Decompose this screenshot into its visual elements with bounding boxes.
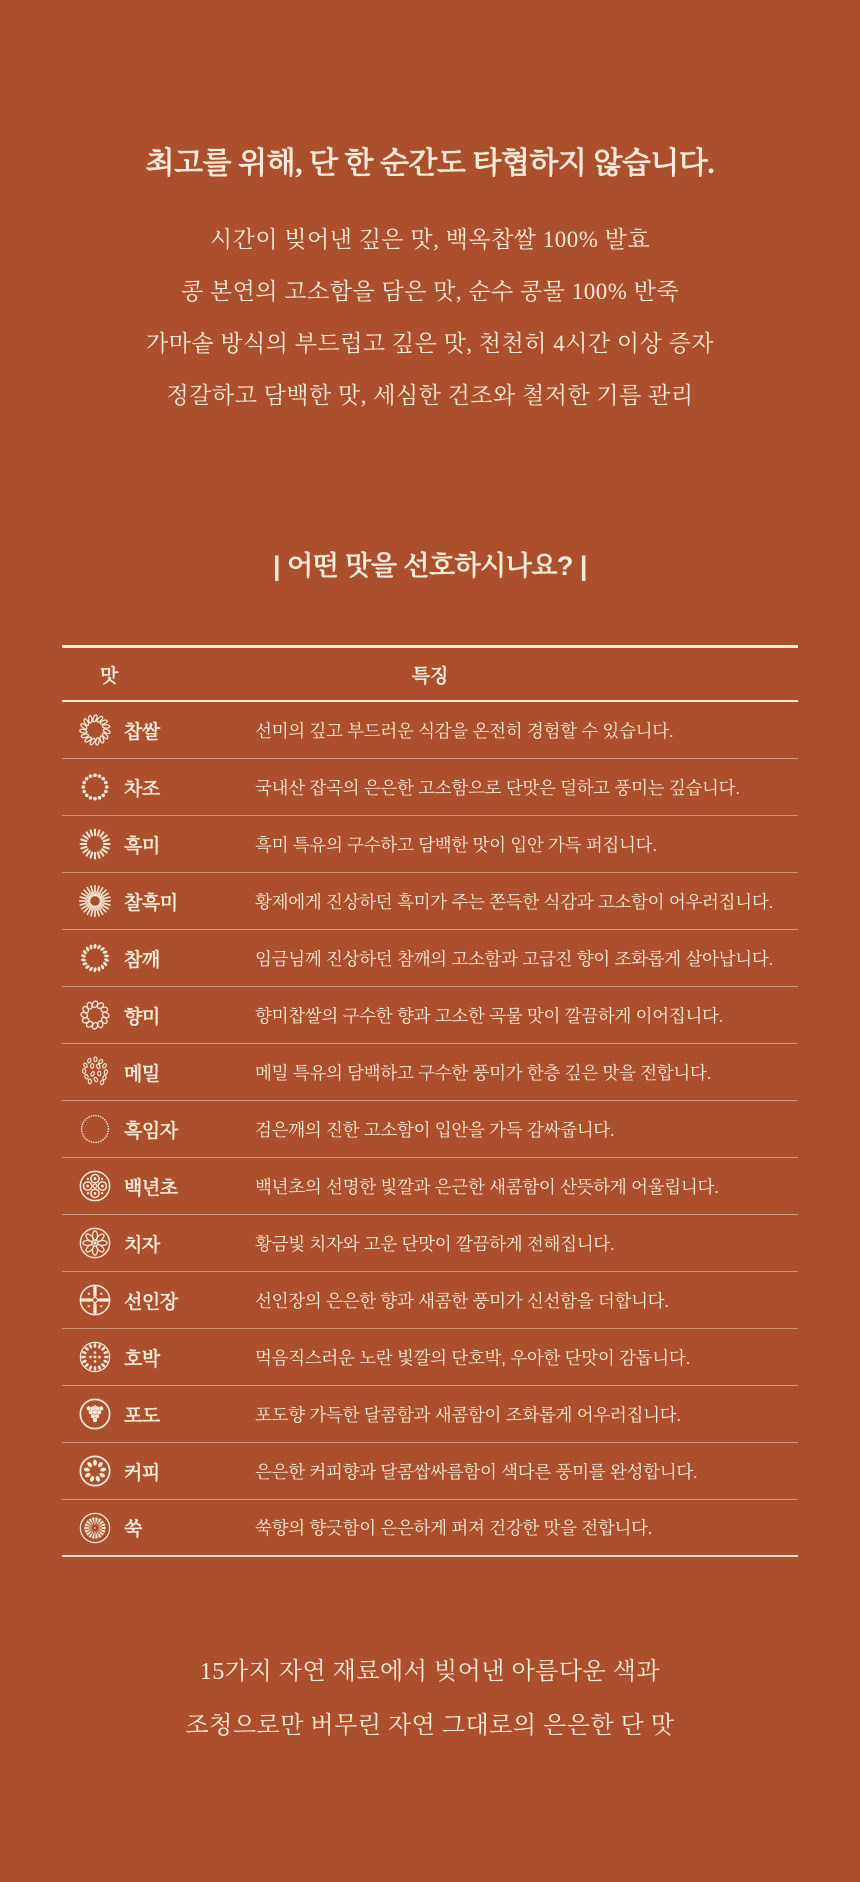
seed-rim-icon bbox=[78, 1340, 112, 1374]
flavor-feature: 선미의 깊고 부드러운 식감을 온전히 경험할 수 있습니다. bbox=[255, 720, 674, 741]
flavor-name: 향미 bbox=[124, 1006, 160, 1028]
flavor-name: 흑임자 bbox=[124, 1120, 178, 1142]
intro-line: 가마솥 방식의 부드럽고 깊은 맛, 천천히 4시간 이상 증자 bbox=[145, 331, 715, 356]
intro-line: 정갈하고 담백한 맛, 세심한 건조와 철저한 기름 관리 bbox=[166, 383, 694, 408]
table-row bbox=[62, 1500, 798, 1557]
quatrefoil-icon bbox=[78, 1169, 112, 1203]
petal-flower-icon bbox=[78, 1226, 112, 1260]
flavor-table bbox=[62, 645, 798, 1557]
oval-ring-icon bbox=[78, 998, 112, 1032]
intro-text bbox=[0, 214, 860, 422]
flavor-feature: 먹음직스러운 노란 빛깔의 단호박, 우아한 단맛이 감돕니다. bbox=[255, 1347, 691, 1368]
aster-icon bbox=[78, 1511, 112, 1545]
table-row bbox=[62, 1215, 798, 1272]
header-col-flavor: 맛 bbox=[100, 665, 119, 687]
flavor-name: 선인장 bbox=[124, 1291, 178, 1313]
table-row bbox=[62, 1329, 798, 1386]
intro-line: 콩 본연의 고소함을 담은 맛, 순수 콩물 100% 반죽 bbox=[180, 279, 680, 304]
flavor-feature: 황금빛 치자와 고운 단맛이 깔끔하게 전해집니다. bbox=[255, 1233, 615, 1254]
table-row bbox=[62, 759, 798, 816]
burst-icon bbox=[78, 884, 112, 918]
flavor-name: 쑥 bbox=[124, 1519, 142, 1540]
table-row bbox=[62, 930, 798, 987]
flavor-name: 차조 bbox=[124, 778, 160, 800]
table-body bbox=[62, 702, 798, 1557]
flavor-name: 흑미 bbox=[124, 835, 160, 857]
outro-line: 15가지 자연 재료에서 빚어낸 아름다운 색과 bbox=[199, 1659, 661, 1685]
intro-line: 시간이 빚어낸 깊은 맛, 백옥찹쌀 100% 발효 bbox=[209, 227, 651, 252]
flavor-feature: 메밀 특유의 담백하고 구수한 풍미가 한층 깊은 맛을 전합니다. bbox=[255, 1062, 712, 1083]
table-row bbox=[62, 816, 798, 873]
flavor-feature: 임금님께 진상하던 참깨의 고소함과 고급진 향이 조화롭게 살아납니다. bbox=[255, 948, 774, 969]
flavor-feature: 쑥향의 향긋함이 은은하게 퍼져 건강한 맛을 전합니다. bbox=[255, 1518, 653, 1538]
flavor-feature: 백년초의 선명한 빛깔과 은근한 새콤함이 산뜻하게 어울립니다. bbox=[255, 1176, 719, 1197]
table-row bbox=[62, 1386, 798, 1443]
dot-ring-icon bbox=[78, 770, 112, 804]
flavor-name: 포도 bbox=[124, 1405, 160, 1427]
flavor-name: 찰흑미 bbox=[124, 892, 178, 914]
ornate-medallion-icon bbox=[78, 1283, 112, 1317]
outro-text bbox=[0, 1645, 860, 1753]
grape-bunch-icon bbox=[78, 1397, 112, 1431]
outro-line: 조청으로만 버무린 자연 그대로의 은은한 단 맛 bbox=[185, 1713, 675, 1739]
dotted-circle-icon bbox=[78, 1112, 112, 1146]
section-title: | 어떤 맛을 선호하시나요? | bbox=[273, 551, 587, 581]
table-row bbox=[62, 1044, 798, 1101]
flavor-feature: 흑미 특유의 구수하고 담백한 맛이 입안 가득 퍼집니다. bbox=[255, 834, 657, 855]
flavor-feature: 황제에게 진상하던 흑미가 주는 쫀득한 식감과 고소함이 어우러집니다. bbox=[255, 891, 774, 912]
flavor-feature: 은은한 커피향과 달콤쌉싸름함이 색다른 풍미를 완성합니다. bbox=[255, 1461, 698, 1482]
sesame-ring-icon bbox=[78, 941, 112, 975]
table-row bbox=[62, 1158, 798, 1215]
dash-ring-icon bbox=[78, 827, 112, 861]
flavor-feature: 검은깨의 진한 고소함이 입안을 가득 감싸줍니다. bbox=[255, 1119, 615, 1140]
flavor-feature: 국내산 잡곡의 은은한 고소함으로 단맛은 덜하고 풍미는 깊습니다. bbox=[255, 777, 740, 798]
flavor-name: 커피 bbox=[124, 1462, 160, 1484]
flavor-name: 참깨 bbox=[124, 949, 160, 971]
rice-grain-ring-icon bbox=[78, 713, 112, 747]
table-row bbox=[62, 1272, 798, 1329]
flavor-feature: 포도향 가득한 달콤함과 새콤함이 조화롭게 어우러집니다. bbox=[255, 1404, 681, 1425]
flavor-name: 백년초 bbox=[124, 1177, 178, 1199]
table-row bbox=[62, 987, 798, 1044]
table-row bbox=[62, 1101, 798, 1158]
grain-scatter-icon bbox=[78, 1055, 112, 1089]
table-row bbox=[62, 702, 798, 759]
flavor-name: 호박 bbox=[124, 1348, 160, 1370]
flavor-name: 메밀 bbox=[124, 1063, 160, 1085]
flavor-name: 찹쌀 bbox=[124, 721, 160, 743]
table-row bbox=[62, 1443, 798, 1500]
page-title: 최고를 위해, 단 한 순간도 타협하지 않습니다. bbox=[145, 147, 715, 180]
header-col-feature: 특징 bbox=[411, 665, 449, 687]
table-header bbox=[62, 645, 798, 702]
table-row bbox=[62, 873, 798, 930]
flavor-feature: 선인장의 은은한 향과 새콤한 풍미가 신선함을 더합니다. bbox=[255, 1290, 669, 1311]
coffee-bean-ring-icon bbox=[78, 1454, 112, 1488]
flavor-name: 치자 bbox=[124, 1234, 160, 1256]
flavor-feature: 향미찹쌀의 구수한 향과 고소한 곡물 맛이 깔끔하게 이어집니다. bbox=[255, 1005, 724, 1026]
